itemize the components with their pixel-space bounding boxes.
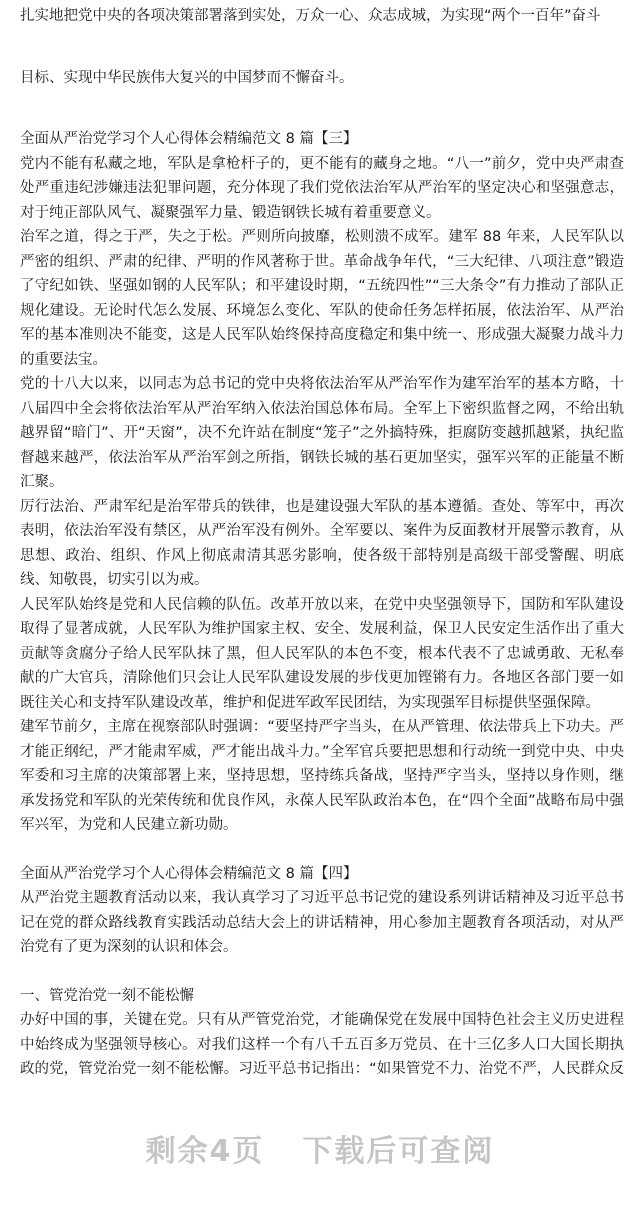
remaining-pages-label: 剩余4页	[145, 1134, 265, 1169]
section4-body: 办好中国的事，关键在党。只有从严管党治党，才能确保党在发展中国特色社会主义历史进程中始终成为坚强领导核心。对我们这样一个有八千五百多万党员、在十三亿多人口大国长期执政的党，管党治党一刻不能松懈。习近平总书记指出：“如果管党不力、治党不严，人民群众反	[20, 1012, 624, 1077]
section3-paragraph-4: 厉行法治、严肃军纪是治军带兵的铁律，也是建设强大军队的基本遵循。查处、等军中，再次表明，依法治军没有禁区，从严治军没有例外。全军要以、案件为反面教材开展警示教育，从思想、政治、组织、作风上彻底肃清其恶劣影响，使各级干部特别是高级干部受警醒、明底线、知敬畏，切实引以为戒。	[20, 498, 624, 588]
download-hint-label: 下载后可查阅	[302, 1134, 495, 1169]
text-line-top-2: 目标、实现中华民族伟大复兴的中国梦而不懈奋斗。	[20, 69, 354, 86]
download-footer	[0, 1080, 640, 1214]
text-line-top-1: 扎实地把党中央的各项决策部署落到实处，万众一心、众志成城，为实现“两个一百年”奋斗	[20, 8, 601, 24]
section3-paragraph-3: 党的十八大以来，以同志为总书记的党中央将依法治军从严治军作为建军治军的基本方略，十八届四中全会将依法治军从严治军纳入依法治国总体布局。全军上下密织监督之网，不给出轨越界留“暗门”、开“天窗”，决不允许站在制度“笼子”之外搞特殊，拒腐防变越抓越紧，执纪监督越来越严，依法治军从严治军剑之所指，钢铁长城的基石更加坚实，强军兴军的正能量不断汇聚。	[20, 376, 624, 490]
section-gap	[20, 960, 624, 984]
section3-paragraph-6: 建军节前夕，主席在视察部队时强调：“要坚持严字当头，在从严管理、依法带兵上下功夫。严才能正纲纪，严才能肃军威，严才能出战斗力。”全军官兵要把思想和行动统一到党中央、中央军委和习主席的决策部署上来，坚持思想，坚持练兵备战，坚持严字当头，坚持以身作则，继承发扬党和军队的光荣传统和优良作风，永葆人民军队政治本色，在“四个全面”战略布局中强军兴军，为党和人民建立新功勋。	[20, 719, 624, 833]
section3-paragraph-5: 人民军队始终是党和人民信赖的队伍。改革开放以来，在党中央坚强领导下，国防和军队建设取得了显著成就，人民军队为维护国家主权、安全、发展利益，保卫人民安定生活作出了重大贡献等贪腐分子给人民军队抹了黑，但人民军队的本色不变，根本代表不了忠诚勇敢、无私奉献的广大官兵，清除他们只会让人民军队建设发展的步伐更加铿锵有力。各地区各部门要一如既往关心和支持军队建设改革，维护和促进军政军民团结，为实现强军目标提供坚强保障。	[20, 596, 624, 711]
download-banner[interactable]	[0, 1126, 640, 1170]
section4-subheading: 一、管党治党一刻不能松懈	[20, 987, 194, 1004]
document-content	[20, 4, 624, 1131]
section3-paragraph-2: 治军之道，得之于严，失之于松。严则所向披靡，松则溃不成军。建军 88 年来，人民军队以严密的组织、严肃的纪律、严明的作风著称于世。革命战争年代，“三大纪律、八项注意”锻造了守纪如铁、坚强如钢的人民军队；和平建设时期，“五统四性”“三大条令”有力推动了部队正规化建设。无论时代怎么发展、环境怎么变化、军队的使命任务怎样拓展，依法治军、从严治军的基本准则决不能变，这是人民军队始终保持高度稳定和集中统一、形成强大凝聚力战斗力的重要法宝。	[20, 229, 624, 368]
section-gap	[20, 838, 624, 862]
section-heading-4: 全面从严治党学习个人心得体会精编范文 8 篇【四】	[20, 865, 358, 882]
section4-intro: 从严治党主题教育活动以来，我认真学习了习近平总书记党的建设系列讲话精神及习近平总书记在党的群众路线教育实践活动总结大会上的讲话精神，用心参加主题教育各项活动，对从严治党有了更为深刻的认识和体会。	[20, 890, 624, 955]
section-heading-3: 全面从严治党学习个人心得体会精编范文 8 篇【三】	[20, 131, 358, 147]
section3-paragraph-1: 党内不能有私藏之地，军队是拿枪杆子的，更不能有的藏身之地。“八一”前夕，党中央严肃查处严重违纪涉嫌违法犯罪问题，充分体现了我们党依法治军从严治军的坚定决心和坚强意志，对于纯正部队风气、凝聚强军力量、锻造钢铁长城有着重要意义。	[20, 155, 624, 221]
